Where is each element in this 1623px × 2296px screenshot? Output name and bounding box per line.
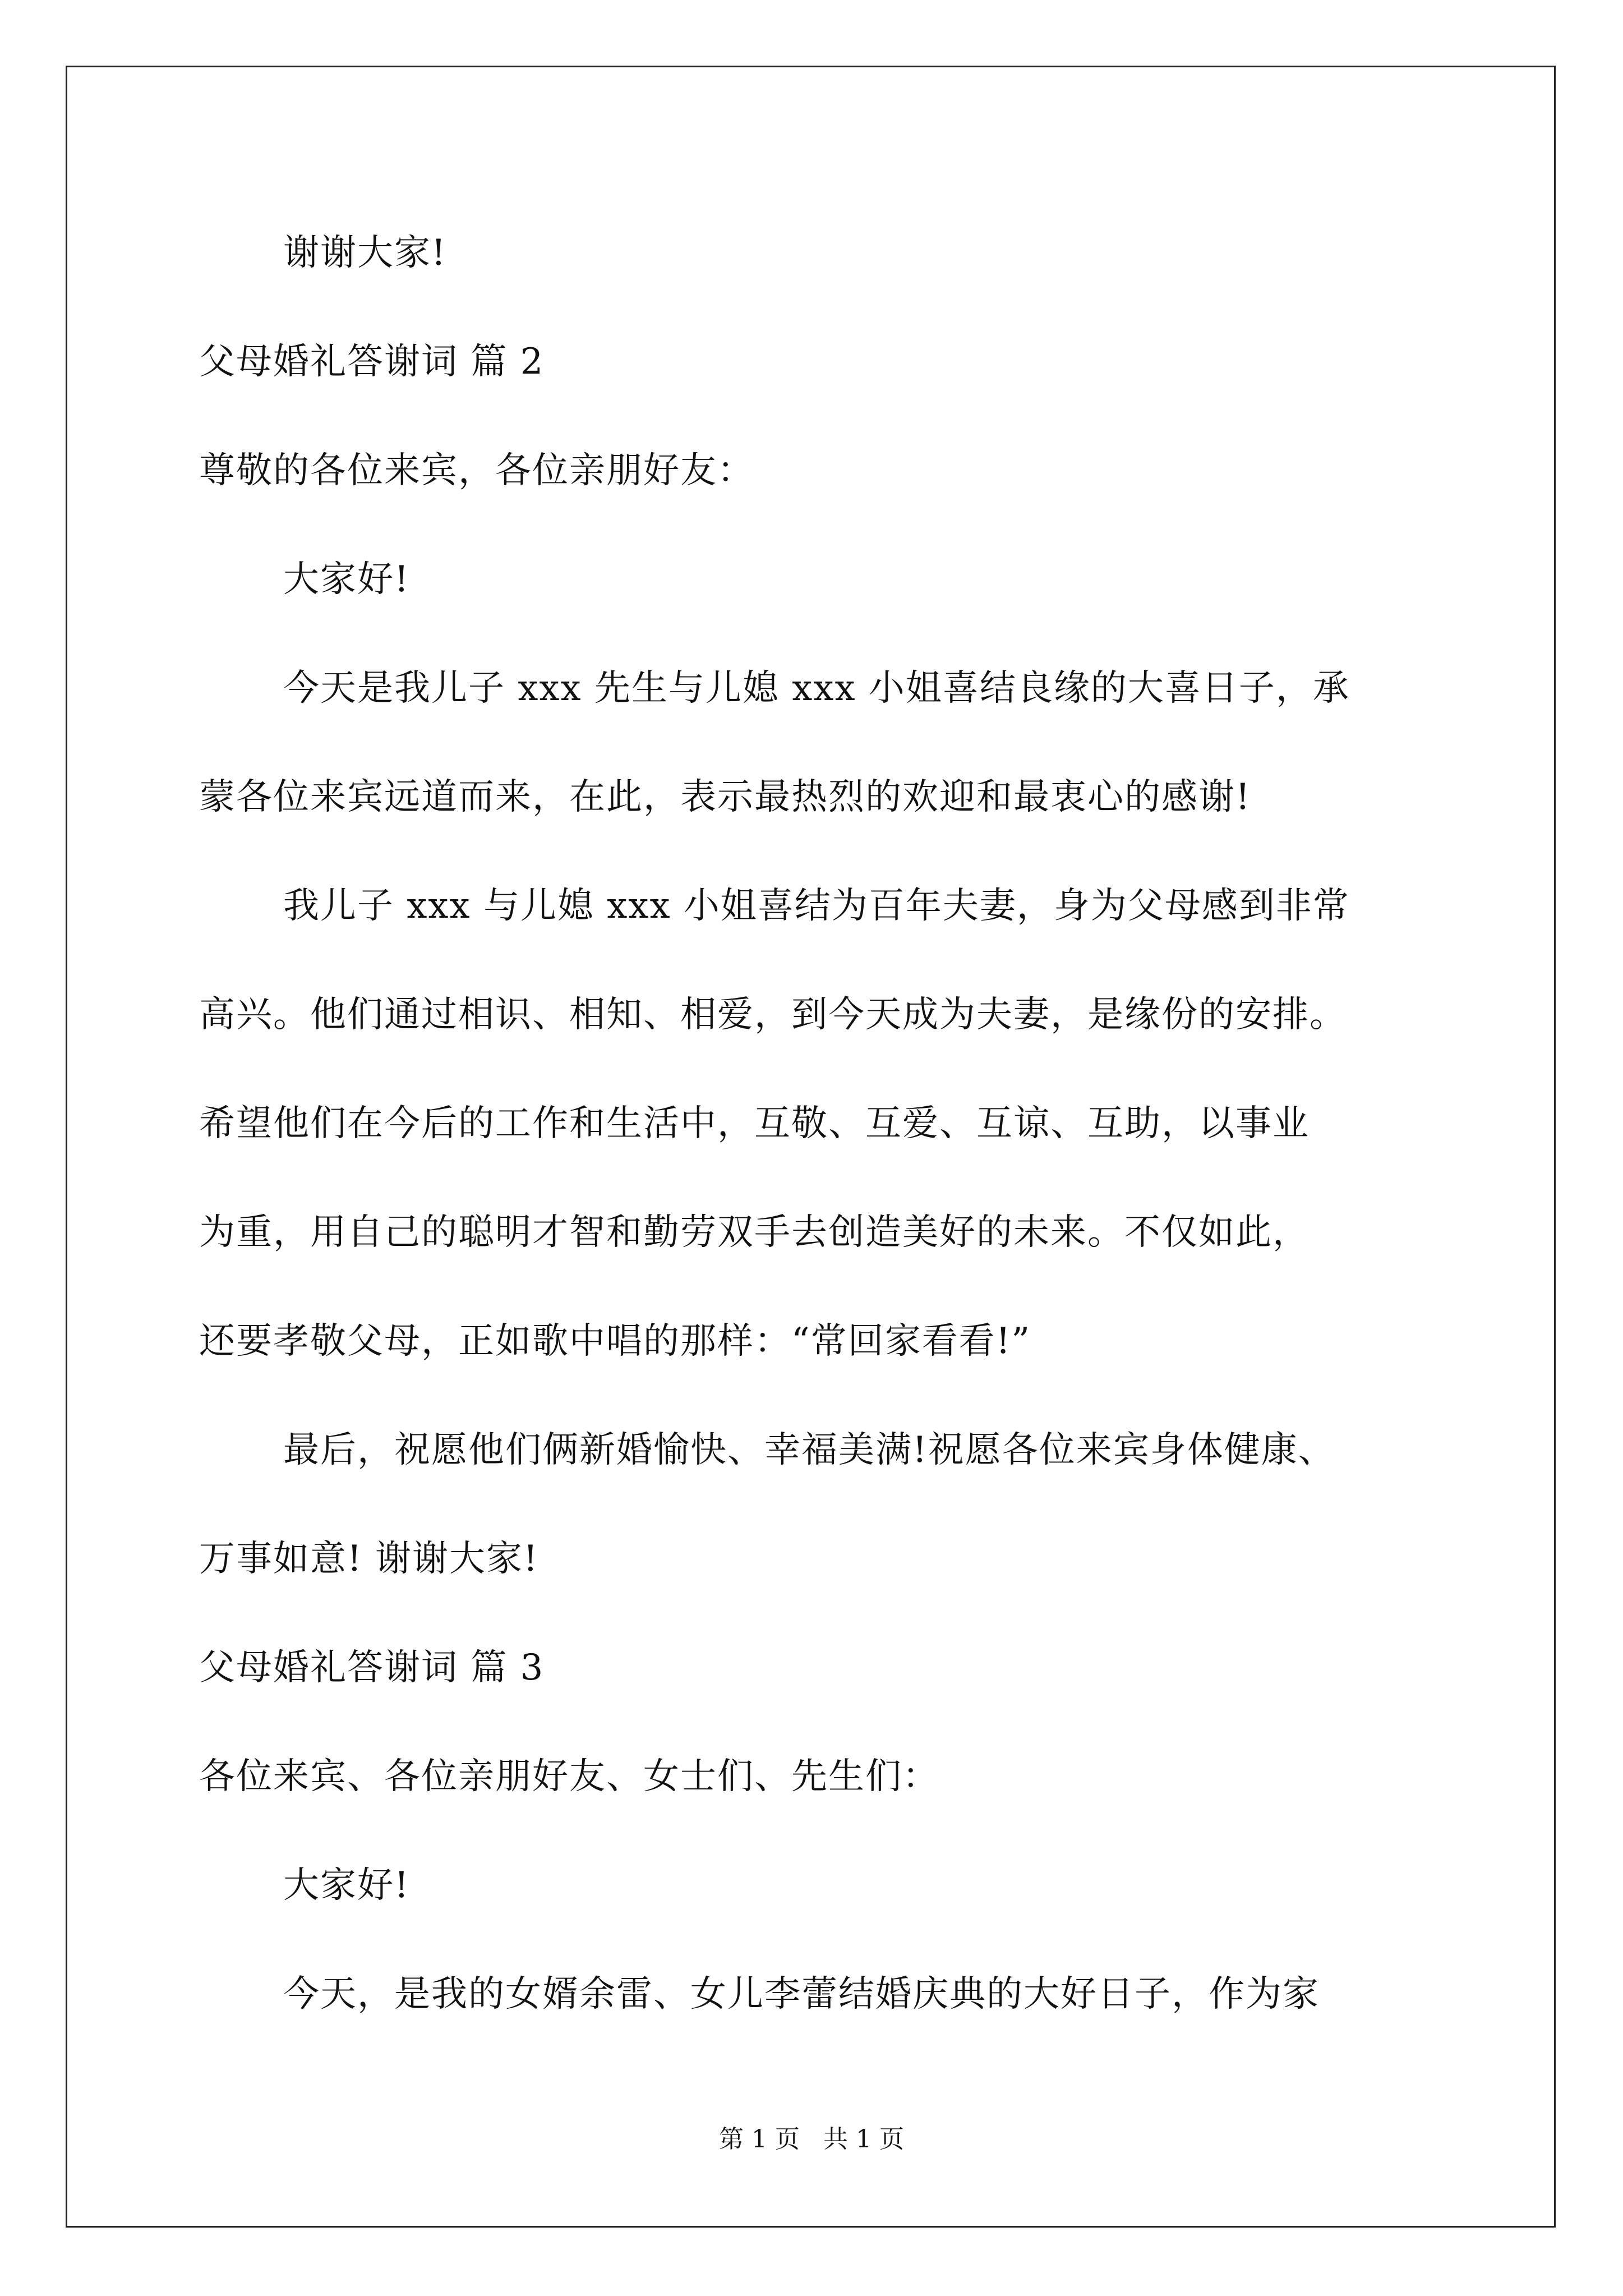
closing-thanks: 谢谢大家!: [283, 232, 447, 274]
paragraph-line: 希望他们在今后的工作和生活中，互敬、互爱、互谅、互助，以事业: [199, 1103, 1310, 1144]
section-heading-2: 父母婚礼答谢词 篇 2: [199, 341, 545, 383]
paragraph-line: 还要孝敬父母，正如歌中唱的那样：“常回家看看!”: [199, 1320, 1031, 1362]
paragraph-line: 高兴。他们通过相识、相知、相爱，到今天成为夫妻，是缘份的安排。: [199, 994, 1347, 1036]
salutation: 尊敬的各位来宾，各位亲朋好友：: [199, 450, 754, 491]
paragraph-line: 蒙各位来宾远道而来，在此，表示最热烈的欢迎和最衷心的感谢!: [199, 776, 1251, 818]
paragraph-line: 我儿子 xxx 与儿媳 xxx 小姐喜结为百年夫妻，身为父母感到非常: [283, 885, 1350, 927]
paragraph-line: 万事如意! 谢谢大家!: [199, 1538, 539, 1580]
greeting: 大家好!: [283, 1865, 410, 1906]
paragraph-line: 今天是我儿子 xxx 先生与儿媳 xxx 小姐喜结良缘的大喜日子，承: [283, 668, 1350, 709]
page-footer: 第 1 页 共 1 页: [719, 2125, 904, 2154]
salutation: 各位来宾、各位亲朋好友、女士们、先生们：: [199, 1756, 939, 1797]
greeting: 大家好!: [283, 559, 410, 600]
section-heading-3: 父母婚礼答谢词 篇 3: [199, 1647, 545, 1688]
paragraph-line: 最后，祝愿他们俩新婚愉快、幸福美满!祝愿各位来宾身体健康、: [283, 1429, 1335, 1471]
paragraph-line: 今天，是我的女婿余雷、女儿李蕾结婚庆典的大好日子，作为家: [283, 1973, 1320, 2015]
paragraph-line: 为重，用自己的聪明才智和勤劳双手去创造美好的未来。不仅如此，: [199, 1212, 1310, 1253]
